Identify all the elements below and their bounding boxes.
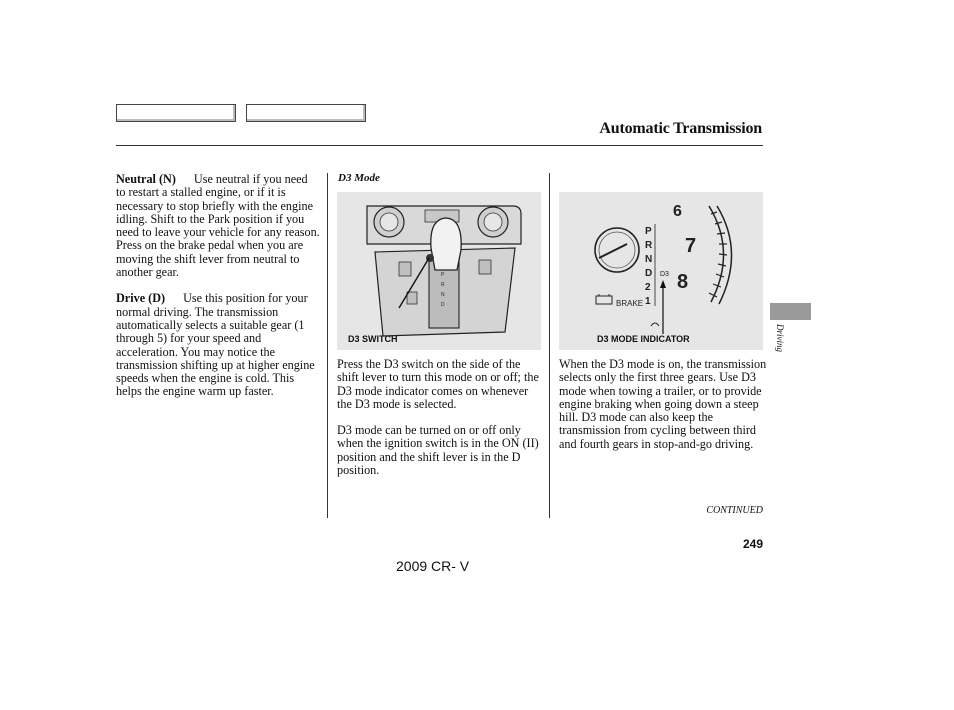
section-title: Automatic Transmission (599, 120, 762, 137)
svg-text:D: D (441, 302, 445, 308)
d3-indicator-caption: D3 MODE INDICATOR (597, 334, 690, 344)
battery-icon (596, 294, 612, 304)
d3-switch-figure (337, 192, 541, 350)
nav-tab-2[interactable] (246, 104, 366, 122)
neutral-paragraph (116, 173, 320, 279)
svg-text:P: P (441, 272, 445, 278)
gauge-number-8: 8 (677, 271, 689, 293)
gear-letter-r: R (645, 240, 653, 251)
nav-tab-1[interactable] (116, 104, 236, 122)
d3-mode-subheading: D3 Mode (338, 172, 380, 184)
neutral-term: Neutral (N) (116, 172, 176, 186)
gear-letter-p: P (645, 226, 652, 237)
drive-term: Drive (D) (116, 291, 166, 306)
header-rule (116, 145, 763, 146)
drive-text: Use this position for your normal driving. The transmission automatically selects a suitable gear (1 through 5) for your speed and acceleration. You may notice the transmission shifting up at higher engine speeds when the engine is cold. This helps the engine warm up faster. (116, 291, 315, 399)
svg-text:R: R (441, 282, 445, 288)
neutral-text: Use neutral if you need to restart a stalled engine, or if it is necessary to stop briefly with the engine idling. Shift to the Park position if you need to leave your vehicle for any reason. Press on the brake pedal when you are moving the shift lever from neutral to another gear. (116, 172, 320, 280)
gear-letter-d: D (645, 268, 653, 279)
d3-indicator-figure (559, 192, 763, 350)
right-column (559, 358, 769, 464)
page-number: 249 (742, 537, 763, 551)
instrument-cluster-illustration (559, 192, 763, 350)
gauge-number-7: 7 (685, 235, 697, 257)
left-column (116, 173, 320, 412)
continued-label: CONTINUED (706, 505, 763, 516)
d3-indicator-paragraph: When the D3 mode is on, the transmission selects only the first three gears. Use D3 mode when towing a trailer, or to provide engine braking when going down a steep hill. D3 mode can also keep the transmission from cycling between third and fourth gears in stop-and-go driving. (559, 357, 767, 451)
gear-letter-n: N (645, 254, 653, 265)
drive-paragraph (116, 292, 320, 398)
shift-lever-illustration (337, 192, 541, 350)
middle-column (337, 358, 545, 490)
brake-warning-label: BRAKE (616, 299, 644, 308)
d3-paragraph-1: Press the D3 switch on the side of the shift lever to turn this mode on or off; the D3 mode indicator comes on whenever the D3 mode is selected. (337, 357, 539, 411)
column-divider-2 (549, 173, 550, 518)
svg-text:N: N (441, 292, 445, 298)
d3-paragraph-2: D3 mode can be turned on or off only when the ignition switch is in the ON (II) position and the shift lever is in the D position. (337, 423, 539, 478)
gear-letter-2: 2 (645, 282, 651, 293)
model-footer: 2009 CR- V (396, 558, 470, 574)
chapter-tab[interactable] (770, 303, 811, 320)
d3-switch-caption: D3 SWITCH (348, 334, 398, 344)
d3-indicator-label: D3 (660, 271, 669, 278)
gauge-number-6: 6 (673, 203, 682, 220)
chapter-label: Driving (775, 324, 785, 352)
column-divider-1 (327, 173, 328, 518)
gear-letter-1: 1 (645, 296, 651, 307)
